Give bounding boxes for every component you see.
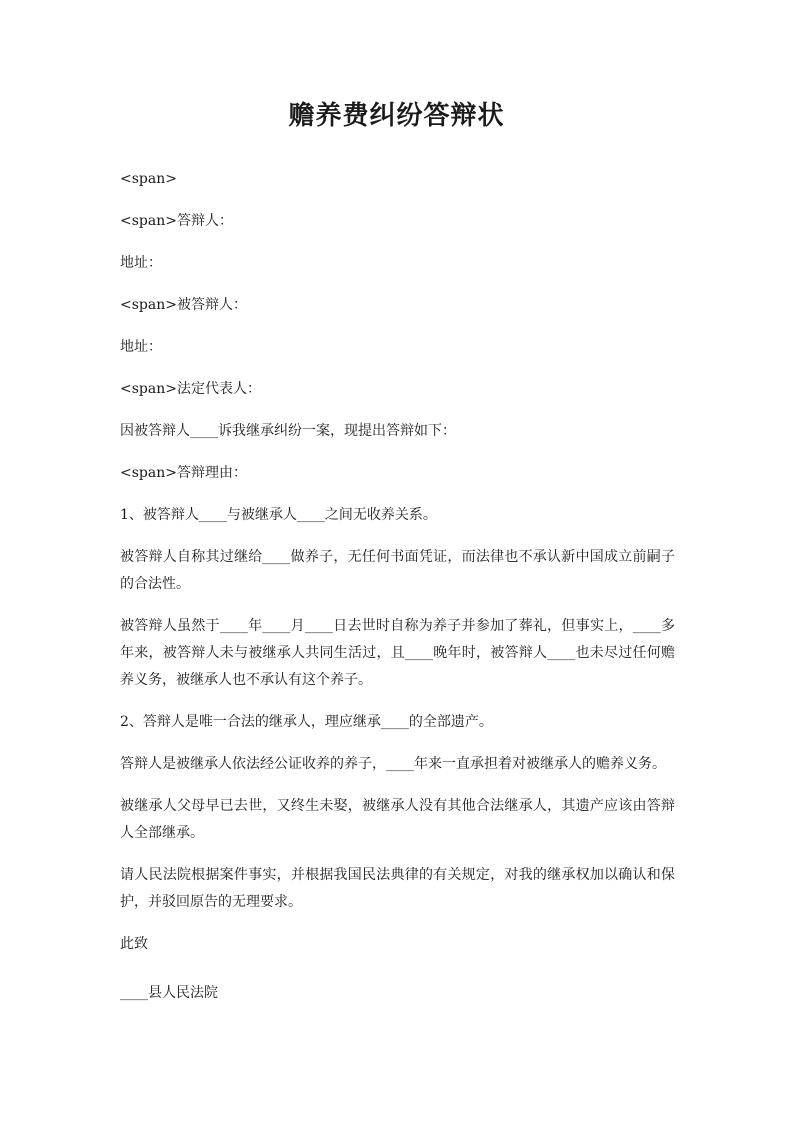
- respondent-address: 地址：: [120, 255, 162, 271]
- defendant-respondent-address: 地址：: [120, 339, 162, 355]
- salutation: 此致: [120, 936, 148, 952]
- paragraph: <span>: [120, 171, 177, 187]
- court-name: ____县人民法院: [120, 985, 218, 1001]
- respondent-line: <span>答辩人：: [120, 213, 233, 229]
- intro-paragraph: 因被答辩人____诉我继承纠纷一案，现提出答辩如下：: [120, 423, 456, 439]
- request-paragraph: 请人民法院根据案件事实，并根据我国民法典律的有关规定，对我的继承权加以确认和保护，并驳回原告的无理要求。: [120, 867, 675, 910]
- document-body: [120, 166, 675, 1022]
- reason-1-paragraph-2: 被答辩人虽然于____年____月____日去世时自称为养子并参加了葬礼，但事实上，____多年来，被答辩人未与被继承人共同生活过，且____晚年时，被答辩人____也未尽过任何赡养义务，被继承人也不承认有这个养子。: [120, 618, 675, 688]
- document-title: 赡养费纠纷答辩状: [288, 101, 505, 131]
- reason-1-heading: 1、被答辩人____与被继承人____之间无收养关系。: [120, 507, 437, 523]
- defendant-respondent-line: <span>被答辩人：: [120, 297, 247, 313]
- legal-representative-line: <span>法定代表人：: [120, 381, 261, 397]
- reason-2-paragraph-2: 被继承人父母早已去世，又终生未娶，被继承人没有其他合法继承人，其遗产应该由答辩人全部继承。: [120, 798, 675, 841]
- reasons-heading: <span>答辩理由：: [120, 465, 247, 481]
- reason-2-paragraph-1: 答辩人是被继承人依法经公证收养的养子，____年来一直承担着对被继承人的赡养义务。: [120, 756, 666, 772]
- reason-1-paragraph-1: 被答辩人自称其过继给____做养子，无任何书面凭证，而法律也不承认新中国成立前嗣子的合法性。: [120, 549, 675, 592]
- reason-2-heading: 2、答辩人是唯一合法的继承人，理应继承____的全部遗产。: [120, 714, 493, 730]
